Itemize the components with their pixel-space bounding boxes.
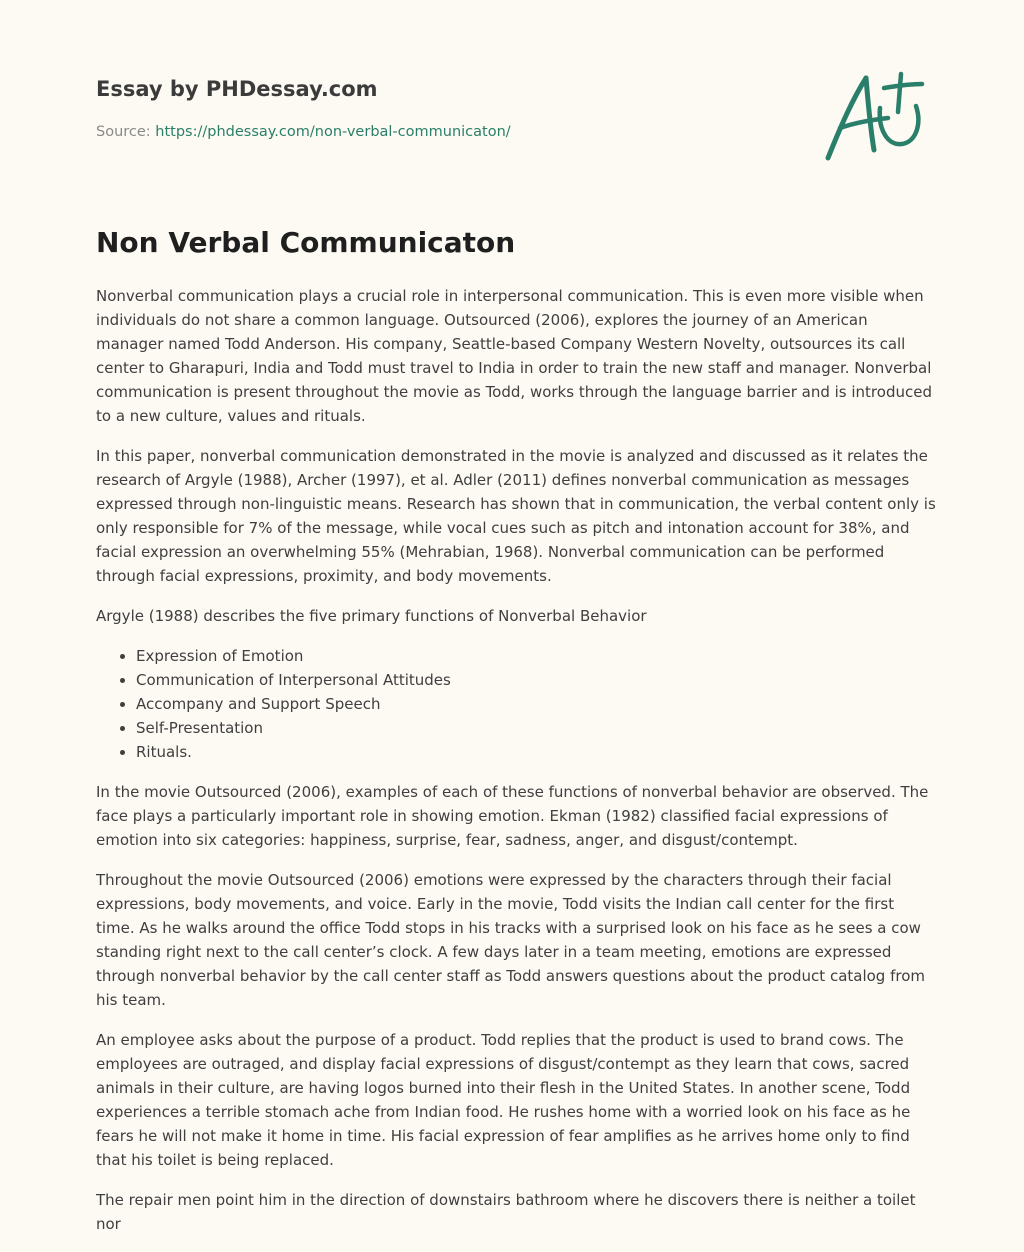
paragraph: An employee asks about the purpose of a product. Todd replies that the product is used to brand cows. The employees are outraged, and display facial expressions of disgust/contempt as they learn that cows, sacred animals in their culture, are having logos burned into their flesh in the United States. In another scene, Todd experiences a terrible stomach ache from Indian food. He rushes home with a worried look on his face as he fears he will not make it home in time. His facial expression of fear amplifies as he arrives home only to find that his toilet is being replaced.	[96, 1031, 911, 1169]
list-item: • Communication of Interpersonal Attitudes	[136, 668, 936, 692]
a-plus-logo-icon	[818, 66, 930, 166]
functions-list	[96, 644, 936, 764]
list-item: • Self-Presentation	[136, 716, 936, 740]
source-link[interactable]: https://phdessay.com/non-verbal-communicaton/	[155, 124, 511, 140]
paragraph: Nonverbal communication plays a crucial role in interpersonal communication. This is even more visible when individuals do not share a common language. Outsourced (2006), explores the journey of an American manager named Todd Anderson. His company, Seattle-based Company Western Novelty, outsources its call center to Gharapuri, India and Todd must travel to India in order to train the new staff and manager. Nonverbal communication is present throughout the movie as Todd, works through the language barrier and is introduced to a new culture, values and rituals.	[96, 287, 932, 425]
list-item: • Accompany and Support Speech	[136, 692, 936, 716]
essay-title: Non Verbal Communicaton	[96, 226, 516, 259]
list-item: • Expression of Emotion	[136, 644, 936, 668]
paragraph: Throughout the movie Outsourced (2006) emotions were expressed by the characters through their facial expressions, body movements, and voice. Early in the movie, Todd visits the Indian call center for the first time. As he walks around the office Todd stops in his tracks with a surprised look on his face as he sees a cow standing right next to the call center’s clock. A few days later in a team meeting, emotions are expressed through nonverbal behavior by the call center staff as Todd answers questions about the product catalog from his team.	[96, 871, 926, 1009]
essay-body	[96, 284, 936, 1252]
paragraph: Argyle (1988) describes the five primary functions of Nonverbal Behavior	[96, 607, 647, 625]
paragraph: The repair men point him in the direction of downstairs bathroom where he discovers there is neither a toilet nor	[96, 1191, 916, 1233]
paragraph: In this paper, nonverbal communication demonstrated in the movie is analyzed and discussed as it relates the research of Argyle (1988), Archer (1997), et al. Adler (2011) defines nonverbal communication as messages expressed through non-linguistic means. Research has shown that in communication, the verbal content only is only responsible for 7% of the message, while vocal cues such as pitch and intonation account for 38%, and facial expression an overwhelming 55% (Mehrabian, 1968). Nonverbal communication can be performed through facial expressions, proximity, and body movements.	[96, 447, 936, 585]
site-title: Essay by PHDessay.com	[96, 77, 378, 101]
paragraph: In the movie Outsourced (2006), examples of each of these functions of nonverbal behavior are observed. The face plays a particularly important role in showing emotion. Ekman (1982) classified facial expressions of emotion into six categories: happiness, surprise, fear, sadness, anger, and disgust/contempt.	[96, 783, 929, 849]
source-label: Source:	[96, 124, 151, 140]
list-item: • Rituals.	[136, 740, 936, 764]
source-line	[96, 124, 511, 140]
